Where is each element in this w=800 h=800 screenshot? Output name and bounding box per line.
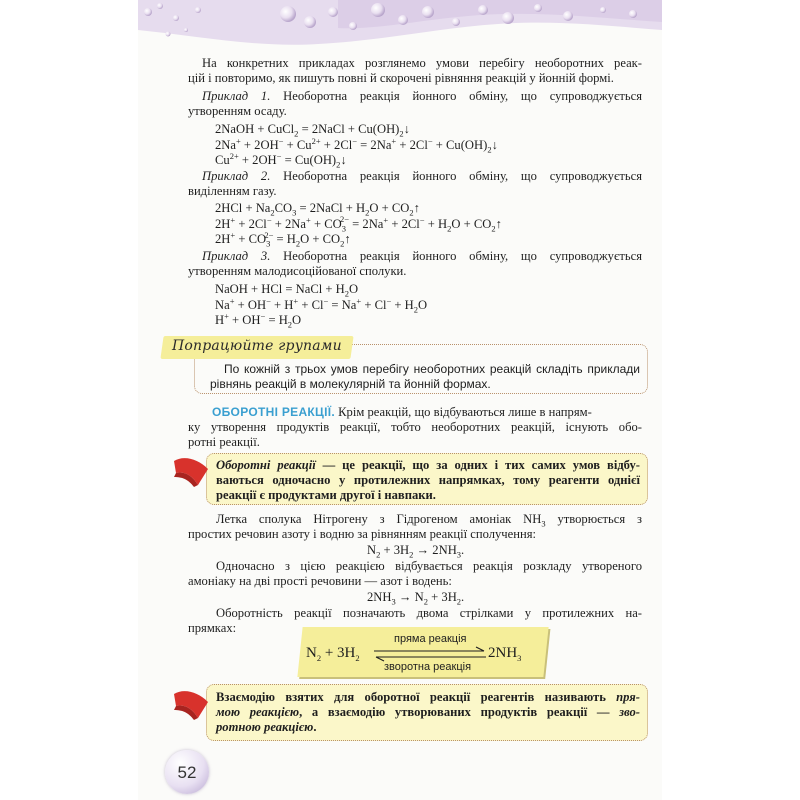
final-note-line-1 xyxy=(216,690,640,705)
reversible-heading: ОБОРОТНІ РЕАКЦІЇ. xyxy=(212,405,335,419)
red-arrow-icon xyxy=(168,686,210,722)
example-1-text-2: утворенням осаду. xyxy=(188,104,287,118)
ammonia-line-6: прямках: xyxy=(188,621,237,635)
ammonia-equation-1: $N_2 + 3H_2 \to 2NH_3$. xyxy=(367,543,465,560)
definition-line-1 xyxy=(216,458,640,473)
example-3-label: Приклад 3. xyxy=(202,249,271,263)
example-1-heading xyxy=(202,89,642,104)
reversible-line-3: ротні реакції. xyxy=(188,435,260,449)
example-3-equation-3: $H^+ + OH^- = H_2O$ xyxy=(215,310,302,330)
ammonia-line-4: амоніаку на дві прості речовини — азот і водень: xyxy=(188,574,452,588)
example-3-equation-1: NaOH + HCl = NaCl + $H_2O$ xyxy=(215,282,359,299)
scheme-forward-label: пряма реакція xyxy=(394,633,467,645)
final-note-text-1: Взаємодію взятих для оборотної реакції реагентів називають xyxy=(216,690,606,704)
example-2-text: Необоротна реакція йонного обміну, що супроводжується xyxy=(283,169,642,183)
final-note-line-3 xyxy=(216,720,317,735)
header-bubbles-decoration xyxy=(138,0,662,48)
example-1-text: Необоротна реакція йонного обміну, що супроводжується xyxy=(283,89,642,103)
group-task-title: Попрацюйте групами xyxy=(172,338,342,354)
ammonia-equation-2: $2NH_3 \to N_2 + 3H_2$. xyxy=(367,590,465,607)
intro-line-1: На конкретних прикладах розглянемо умови перебігу необоротних реак- xyxy=(202,56,642,70)
textbook-page xyxy=(138,0,662,800)
final-note-text-2: , а взаємодію утворюваних продуктів реакції — xyxy=(299,705,610,719)
final-note-end: . xyxy=(313,720,317,734)
example-3-heading xyxy=(202,249,642,264)
example-1-equation-3: $Cu^{2+} + 2OH^-$ = $Cu(OH)_2↓$ xyxy=(215,150,347,170)
final-note-term-1a: пря- xyxy=(616,690,640,704)
ammonia-line-3: Одночасно з цією реакцією відбувається реакція розкладу утвореного xyxy=(216,559,642,573)
scheme-reactants: $N_2 + 3H_2$ xyxy=(306,645,360,663)
final-note-line-2 xyxy=(216,705,640,720)
group-task-line-1: По кожній з трьох умов перебігу необоротних реакцій складіть приклади xyxy=(224,362,640,376)
example-3-text-2: утворенням малодисоційованої сполуки. xyxy=(188,264,407,278)
scheme-reverse-label: зворотна реакція xyxy=(384,661,472,673)
reversible-intro-line-1 xyxy=(212,405,642,420)
ammonia-line-1: Летка сполука Нітрогену з Гідрогеном амоніак $NH_3$ утворюється з xyxy=(216,512,642,529)
example-2-heading xyxy=(202,169,642,184)
scheme-products: $2NH_3$ xyxy=(488,645,522,663)
definition-line-1-text: — це реакції, що за одних і тих самих умов відбу- xyxy=(322,458,640,472)
group-task-line-2: рівнянь реакцій в молекулярній та йонній формах. xyxy=(210,377,491,391)
example-3-text: Необоротна реакція йонного обміну, що супроводжується xyxy=(283,249,642,263)
example-2-label: Приклад 2. xyxy=(202,169,271,183)
reversible-line-1: Крім реакцій, що відбуваються лише в напрям- xyxy=(338,405,592,419)
example-2-equation-2: $2H^+ + 2Cl^- + 2Na^+ + CO_3^{2-} = 2Na^+ + 2Cl^- + H_2O$ + $CO_2↑$ xyxy=(215,214,502,234)
intro-line-2: цій і повторимо, як пишуть повні й скорочені рівняння реакцій у йонній формі. xyxy=(188,71,614,85)
red-arrow-icon xyxy=(168,453,210,489)
ammonia-line-2: простих речовин азоту і водню за рівнянням реакції сполучення: xyxy=(188,527,537,541)
double-arrow-icon xyxy=(372,646,488,662)
definition-line-3: реакції є продуктами другої і навпаки. xyxy=(216,488,436,502)
final-note-term-2a: зво- xyxy=(619,705,641,719)
definition-line-2: ваються одночасно у протилежних напрямках, тому реагенти однієї xyxy=(216,473,640,487)
example-1-label: Приклад 1. xyxy=(202,89,271,103)
final-note-term-2b: ротною реакцією xyxy=(216,720,314,734)
example-2-equation-1: $2HCl + Na_2CO_3$ = 2NaCl + $H_2O$ + $CO_2↑$ xyxy=(215,201,420,218)
example-1-equation-1: 2NaOH + CuCl$_2$ = 2NaCl + $Cu(OH)_2↓$ xyxy=(215,122,410,139)
example-1-equation-2: $2Na^+ + 2OH^- + Cu^{2+} + 2Cl^- = 2Na^+ + 2Cl^-$ + $Cu(OH)_2↓$ xyxy=(215,135,498,155)
reversible-line-2: ку утворення продуктів реакції, тобто необоротних реакцій, існують обо- xyxy=(188,420,642,434)
page-number: 52 xyxy=(177,763,197,782)
example-2-equation-3: $2H^+ + CO_3^{2-} = H_2O$ + $CO_2↑$ xyxy=(215,229,351,249)
ammonia-line-5: Оборотність реакції позначають двома стрілками у протилежних на- xyxy=(216,606,642,620)
final-note-term-1b: мою реакцією xyxy=(216,705,300,719)
definition-term: Оборотні реакції xyxy=(216,458,316,472)
example-3-equation-2: $Na^+ + OH^- + H^+ + Cl^- = Na^+ + Cl^- + H_2O$ xyxy=(215,295,428,315)
example-2-text-2: виділенням газу. xyxy=(188,184,277,198)
